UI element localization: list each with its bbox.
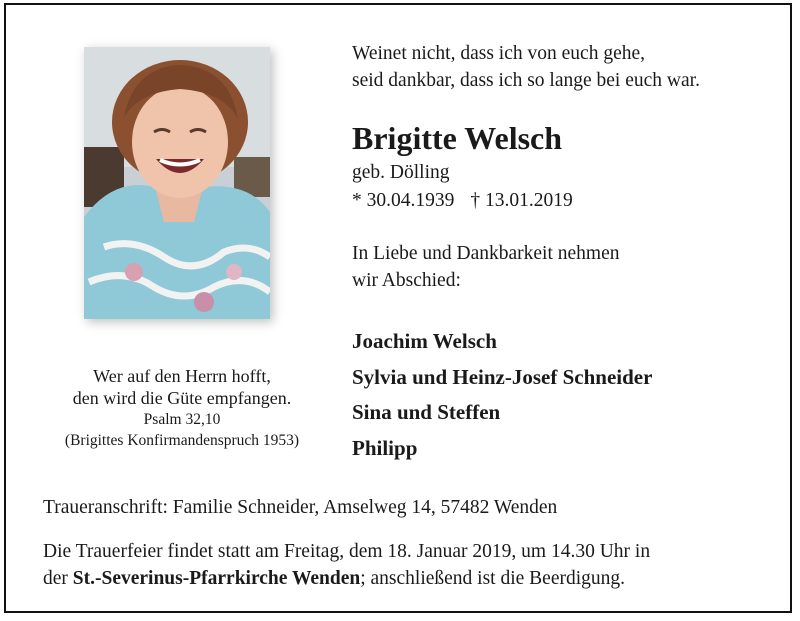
psalm-note: (Brigittes Konfirmandenspruch 1953)	[64, 432, 300, 449]
portrait-photo	[84, 47, 270, 319]
psalm-reference: Psalm 32,10	[143, 411, 221, 428]
mourning-address: Traueranschrift: Familie Schneider, Amselweg 14, 57482 Wenden	[43, 497, 558, 518]
farewell-line: In Liebe und Dankbarkeit nehmen	[352, 243, 620, 264]
portrait-illustration	[84, 47, 270, 319]
poem-line: seid dankbar, dass ich so lange bei euch war.	[352, 70, 700, 91]
life-dates	[352, 190, 589, 212]
farewell-text	[352, 240, 620, 294]
psalm-line: Wer auf den Herrn hofft,	[93, 366, 271, 386]
farewell-line: wir Abschied:	[352, 270, 461, 291]
maiden-name: geb. Dölling	[352, 162, 450, 183]
psalm-quote	[32, 365, 332, 451]
service-text: Die Trauerfeier findet statt am Freitag, dem 18. Januar 2019, um 14.30 Uhr in	[43, 541, 651, 562]
mourner-name: Philipp	[352, 435, 418, 460]
mourner-name: Joachim Welsch	[352, 329, 497, 353]
service-text-prefix: der	[43, 568, 73, 589]
poem	[352, 40, 700, 94]
birth-date: * 30.04.1939	[352, 190, 455, 211]
church-name: St.-Severinus-Pfarrkirche Wenden	[72, 568, 361, 589]
mourner-name: Sina und Steffen	[352, 400, 501, 424]
funeral-service-info	[43, 538, 763, 592]
mourner-name: Sylvia und Heinz-Josef Schneider	[352, 364, 653, 389]
psalm-line: den wird die Güte empfangen.	[72, 388, 292, 408]
deceased-name: Brigitte Welsch	[352, 120, 563, 156]
poem-line: Weinet nicht, dass ich von euch gehe,	[352, 43, 646, 64]
service-text-suffix: ; anschließend ist die Beerdigung.	[360, 568, 626, 589]
mourners-list	[352, 324, 652, 466]
death-date: † 13.01.2019	[470, 190, 573, 211]
